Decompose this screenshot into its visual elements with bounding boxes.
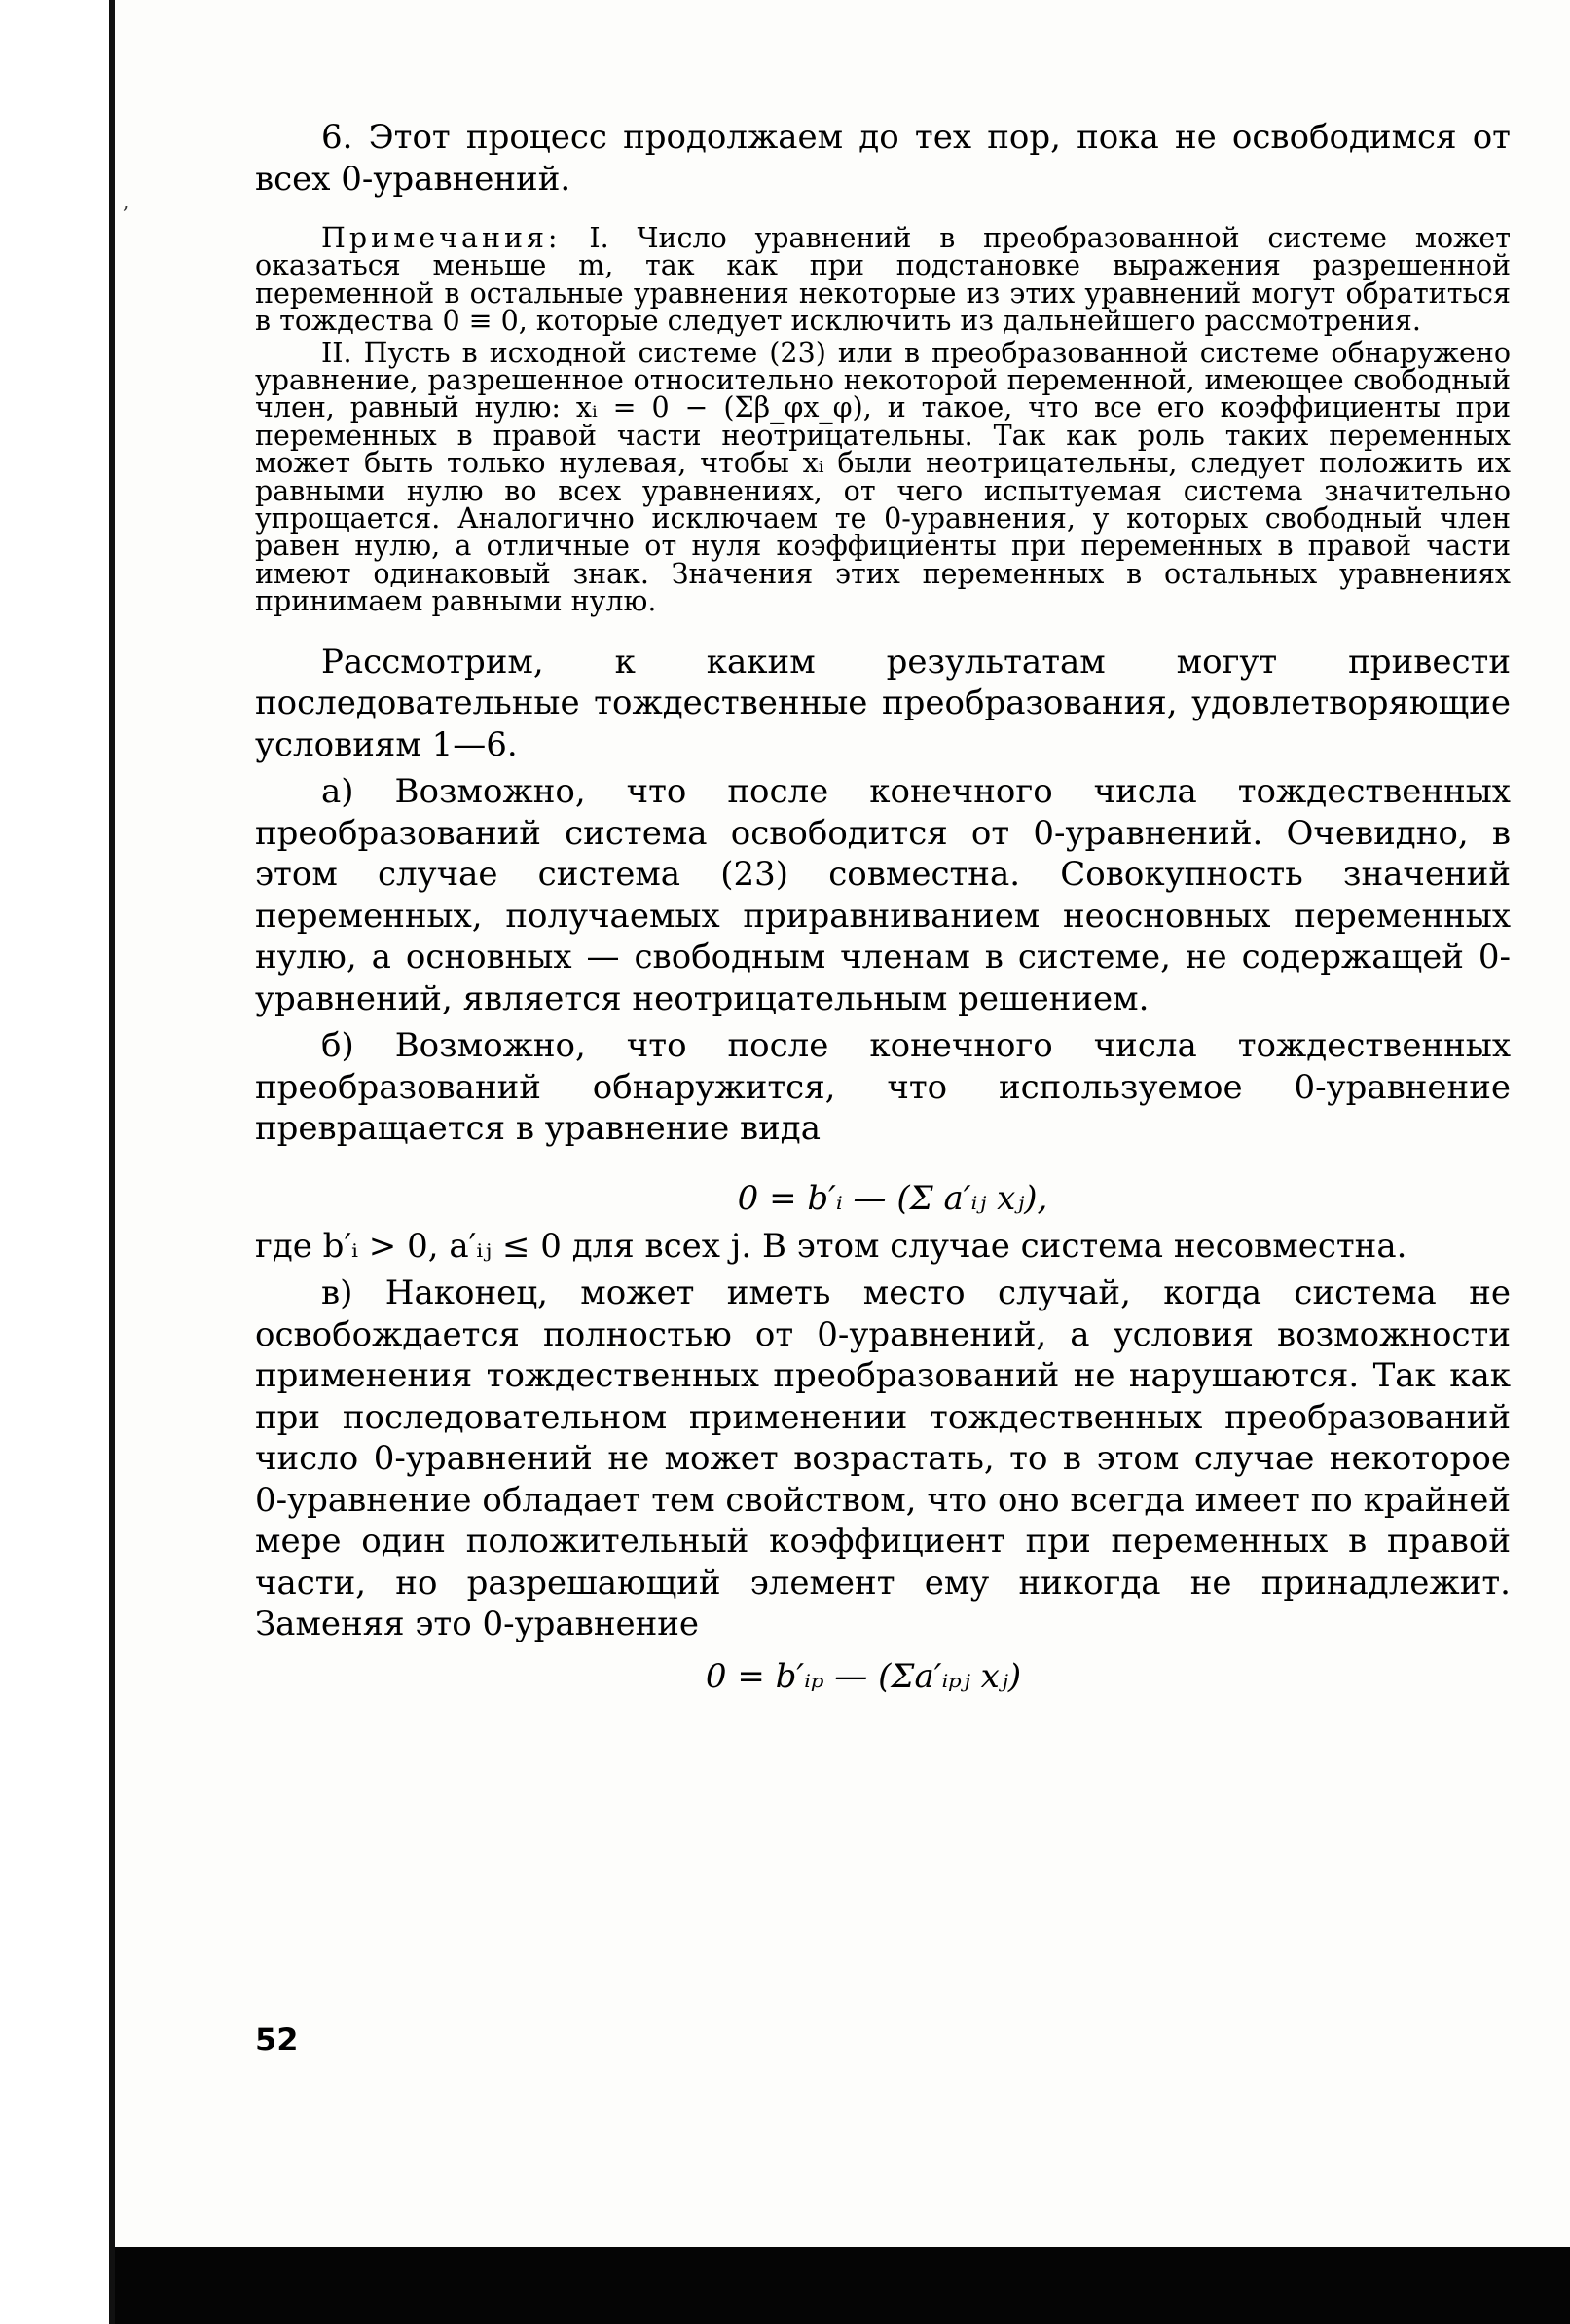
case-a-paragraph: а) Возможно, что после конечного числа тождественных преобразований система освободится от 0-уравнений. Очевидно, в этом случае система (23) совместна. Совокупность значений переменных, получаемых приравниванием неосновных переменных нулю, а основных — свободным членам в системе, не содержащей 0-уравнений, является неотрицательным решением.	[255, 772, 1511, 1018]
note-1-paragraph	[255, 222, 1512, 338]
formula-1: 0 = b′ᵢ — (Σ a′ᵢⱼ xⱼ),	[737, 1178, 1048, 1218]
case-b-paragraph: б) Возможно, что после конечного числа тождественных преобразований обнаружится, что используемое 0-уравнение превращается в уравнение вида	[255, 1026, 1511, 1149]
consider-paragraph: Рассмотрим, к каким результатам могут привести последовательные тождественные преобразования, удовлетворяющие условиям 1—6.	[255, 642, 1511, 764]
margin-mark: ,	[123, 190, 129, 213]
scan-bottom-border	[115, 2247, 1570, 2324]
notes-heading: Примечания:	[321, 222, 562, 254]
page-number: 52	[255, 2021, 299, 2058]
note-2-paragraph: II. Пусть в исходной системе (23) или в преобразованной системе обнаружено уравнение, разрешенное относительно некоторой переменной, имеющее свободный член, равный нулю: xᵢ = 0 − (Σβ_φx_φ), и такое, что все его коэффициенты при переменных в правой части неотрицательны. Так как роль таких переменных может быть только нулевая, чтобы xᵢ были неотрицательны, следует положить их равными нулю во всех уравнениях, от чего испытуемая система значительно упрощается. Аналогично исключаем те 0-уравнения, у которых свободный член равен нулю, а отличные от нуля коэффициенты при переменных в правой части имеют одинаковый знак. Значения этих переменных в остальных уравнениях принимаем равными нулю.	[255, 336, 1511, 618]
case-b-continuation: где b′ᵢ > 0, a′ᵢⱼ ≤ 0 для всех j. В этом случае система несовместна.	[255, 1226, 1407, 1266]
note-1-text: I. Число уравнений в преобразованной системе может оказаться меньше m, так как при подстановке выражения разрешенной переменной в остальные уравнения некоторые из этих уравнений могут обратиться в тождества 0 ≡ 0, которые следует исключить из дальнейшего рассмотрения.	[255, 222, 1512, 338]
case-c-paragraph: в) Наконец, может иметь место случай, когда система не освобождается полностью от 0-уравнений, а условия возможности применения тождественных преобразований не нарушаются. Так как при последовательном применении тождественных преобразований число 0-уравнений не может возрастать, то в этом случае некоторое 0-уравнение обладает тем свойством, что оно всегда имеет по крайней мере один положительный коэффициент при переменных в правой части, но разрешающий элемент ему никогда не принадлежит. Заменяя это 0-уравнение	[255, 1273, 1511, 1644]
paragraph-6: 6. Этот процесс продолжаем до тех пор, пока не освободимся от всех 0-уравнений.	[255, 118, 1511, 199]
page-text-body	[255, 117, 1511, 1700]
left-margin-strip	[0, 0, 115, 2324]
formula-2: 0 = b′ᵢₚ — (Σa′ᵢₚⱼ xⱼ)	[705, 1656, 1022, 1696]
